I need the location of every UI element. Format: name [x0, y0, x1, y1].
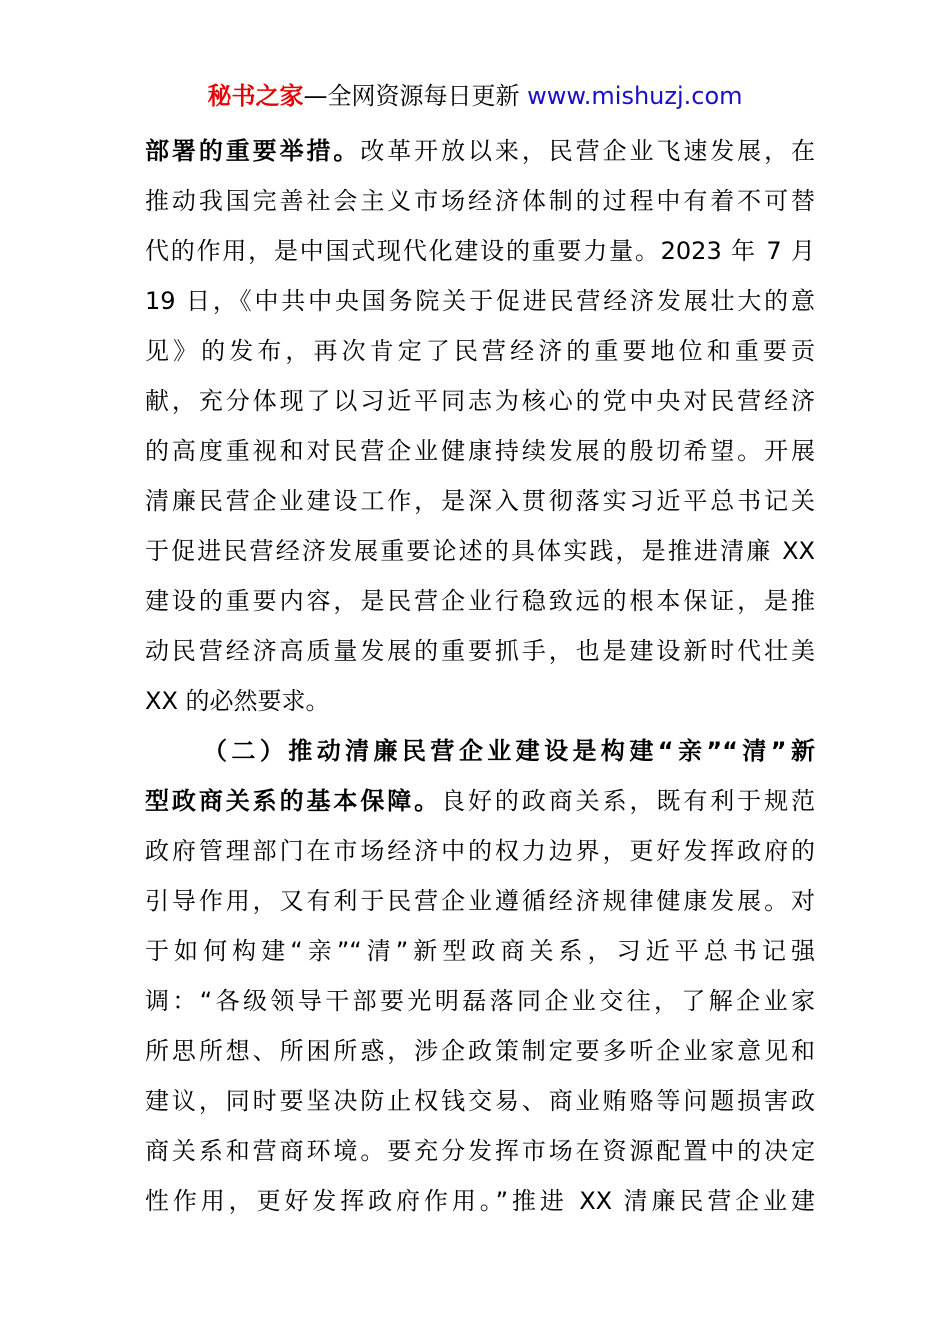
p1-line-7: 的高度重视和对民营企业健康持续发展的殷切希望。开展: [145, 437, 815, 465]
p1-line-8: 清廉民营企业建设工作，是深入贯彻落实习近平总书记关: [145, 487, 815, 515]
p2-line-3: 政府管理部门在市场经济中的权力边界，更好发挥政府的: [145, 837, 815, 865]
p1-line-6: 献，充分体现了以习近平同志为核心的党中央对民营经济: [145, 387, 815, 415]
p2-line-2-rest: 良好的政商关系，既有利于规范: [441, 787, 816, 815]
p2-bold-heading: 型政商关系的基本保障。: [145, 787, 442, 815]
p2-line-10: 性作用，更好发挥政府作用。”推进 XX 清廉民营企业建: [145, 1187, 815, 1215]
p2-line-7: 所思所想、所困所惑，涉企政策制定要多听企业家意见和: [145, 1037, 815, 1065]
p1-bold-heading: 部署的重要举措。: [145, 137, 361, 165]
site-brand: 秘书之家: [207, 82, 304, 110]
site-header: [0, 80, 950, 112]
p2-line-6: 调：“各级领导干部要光明磊落同企业交往，了解企业家: [145, 987, 815, 1015]
p1-line-2: 推动我国完善社会主义市场经济体制的过程中有着不可替: [145, 187, 815, 215]
p1-line-10: 建设的重要内容，是民营企业行稳致远的根本保证，是推: [145, 587, 815, 615]
document-body: [145, 126, 815, 1226]
p2-line-8: 建议，同时要坚决防止权钱交易、商业贿赂等问题损害政: [145, 1087, 815, 1115]
p1-line-11: 动民营经济高质量发展的重要抓手，也是建设新时代壮美: [145, 637, 815, 665]
p2-line-4: 引导作用，又有利于民营企业遵循经济规律健康发展。对: [145, 887, 815, 915]
p1-line-3: 代的作用，是中国式现代化建设的重要力量。2023 年 7 月: [145, 237, 815, 265]
p2-heading-line-1: （二）推动清廉民营企业建设是构建“亲”“清”新: [203, 737, 815, 765]
site-tagline: —全网资源每日更新: [303, 82, 520, 110]
site-url-link[interactable]: www.mishuzj.com: [527, 82, 743, 110]
p1-line-4: 19 日，《中共中央国务院关于促进民营经济发展壮大的意: [145, 287, 815, 315]
p1-line-1-rest: 改革开放以来，民营企业飞速发展，在: [360, 137, 816, 165]
p1-line-9: 于促进民营经济发展重要论述的具体实践，是推进清廉 XX: [145, 537, 815, 565]
p1-line-5: 见》的发布，再次肯定了民营经济的重要地位和重要贡: [145, 337, 815, 365]
p2-line-5: 于如何构建“亲”“清”新型政商关系，习近平总书记强: [145, 937, 815, 965]
p1-line-1: [145, 126, 815, 176]
p2-line-2: [145, 776, 815, 826]
p2-line-9: 商关系和营商环境。要充分发挥市场在资源配置中的决定: [145, 1137, 815, 1165]
p1-line-12: XX 的必然要求。: [145, 687, 330, 715]
